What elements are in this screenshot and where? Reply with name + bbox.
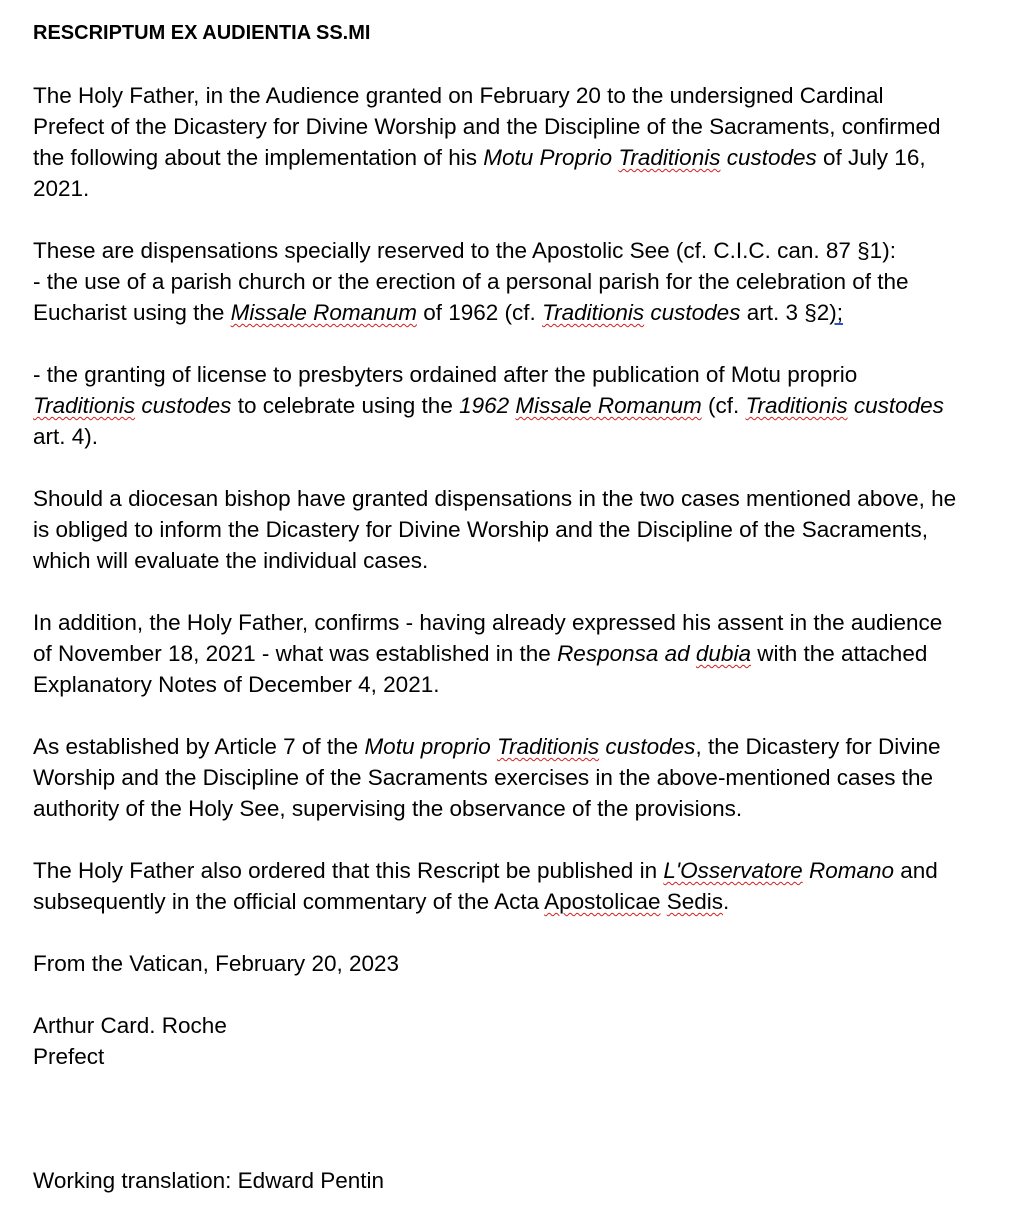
spellcheck-word: Traditionis <box>745 393 848 418</box>
document-title: RESCRIPTUM EX AUDIENTIA SS.MI <box>33 22 371 44</box>
spellcheck-word: Apostolicae <box>544 889 661 914</box>
spellcheck-word: L'Osservatore <box>663 858 803 883</box>
italic-text: custodes <box>644 300 741 325</box>
italic-text: Motu Proprio <box>483 145 619 170</box>
paragraph-license <box>33 359 998 452</box>
italic-text: custodes <box>847 393 944 418</box>
spellcheck-word: Traditionis <box>497 734 600 759</box>
spellcheck-word: Sedis <box>666 889 724 914</box>
italic-text: 1962 <box>459 393 516 418</box>
text-line: These are dispensations specially reserved to the Apostolic See (cf. C.I.C. can. 87 §1): <box>33 238 896 263</box>
italic-text: custodes <box>720 145 817 170</box>
signatory-name: Arthur Card. Roche <box>33 1013 227 1038</box>
text-line: which will evaluate the individual cases. <box>33 548 429 573</box>
translation-note: Working translation: Edward Pentin <box>33 1168 385 1193</box>
spellcheck-word: dubia <box>695 641 751 666</box>
signature-block <box>33 1010 998 1072</box>
spellcheck-word: Missale Romanum <box>230 300 417 325</box>
italic-text: Motu proprio <box>364 734 497 759</box>
paragraph-confirmation <box>33 80 998 204</box>
date-line <box>33 948 998 979</box>
text-line: - the granting of license to presbyters ordained after the publication of Motu proprio <box>33 362 858 387</box>
italic-text: Responsa ad <box>557 641 696 666</box>
translation-credit <box>33 1165 998 1196</box>
spacer <box>33 1103 998 1165</box>
italic-text: Romano <box>802 858 894 883</box>
spellcheck-word: Traditionis <box>542 300 645 325</box>
text-line: of November 18, 2021 - what was established in the Responsa ad dubia with the attached <box>33 641 928 666</box>
text-line: Prefect of the Dicastery for Divine Worship and the Discipline of the Sacraments, confirmed <box>33 114 941 139</box>
italic-text: custodes <box>599 734 696 759</box>
text-line: Eucharist using the Missale Romanum of 1962 (cf. Traditionis custodes art. 3 §2); <box>33 300 844 325</box>
grammar-flag: ); <box>829 300 844 325</box>
spellcheck-word: Traditionis <box>618 145 721 170</box>
text-line: - the use of a parish church or the erection of a personal parish for the celebration of the <box>33 269 909 294</box>
spellcheck-word: Traditionis <box>33 393 136 418</box>
spellcheck-word: Missale Romanum <box>515 393 702 418</box>
text-line: The Holy Father, in the Audience granted on February 20 to the undersigned Cardinal <box>33 83 884 108</box>
text-line: art. 4). <box>33 424 99 449</box>
text-line: Traditionis custodes to celebrate using the 1962 Missale Romanum (cf. Traditionis custodes <box>33 393 944 418</box>
text-line: 2021. <box>33 176 90 201</box>
text-line: the following about the implementation of his Motu Proprio Traditionis custodes of July 16, <box>33 145 926 170</box>
text-line: As established by Article 7 of the Motu proprio Traditionis custodes, the Dicastery for Divine <box>33 734 941 759</box>
paragraph-publication <box>33 855 998 917</box>
text-line: is obliged to inform the Dicastery for Divine Worship and the Discipline of the Sacraments, <box>33 517 928 542</box>
text-line: In addition, the Holy Father, confirms - having already expressed his assent in the audience <box>33 610 943 635</box>
date-text: From the Vatican, February 20, 2023 <box>33 951 400 976</box>
document-page <box>33 18 998 1227</box>
paragraph-bishop-obligation <box>33 483 998 576</box>
text-line: subsequently in the official commentary of the Acta Apostolicae Sedis. <box>33 889 730 914</box>
paragraph-dispensations <box>33 235 998 328</box>
text-line: Worship and the Discipline of the Sacraments exercises in the above-mentioned cases the <box>33 765 934 790</box>
text-line: Should a diocesan bishop have granted dispensations in the two cases mentioned above, he <box>33 486 957 511</box>
paragraph-article-7 <box>33 731 998 824</box>
text-line: authority of the Holy See, supervising the observance of the provisions. <box>33 796 743 821</box>
signatory-role: Prefect <box>33 1044 105 1069</box>
paragraph-responsa <box>33 607 998 700</box>
italic-text: custodes <box>135 393 232 418</box>
text-line: The Holy Father also ordered that this Rescript be published in L'Osservatore Romano and <box>33 858 938 883</box>
text-line: Explanatory Notes of December 4, 2021. <box>33 672 440 697</box>
